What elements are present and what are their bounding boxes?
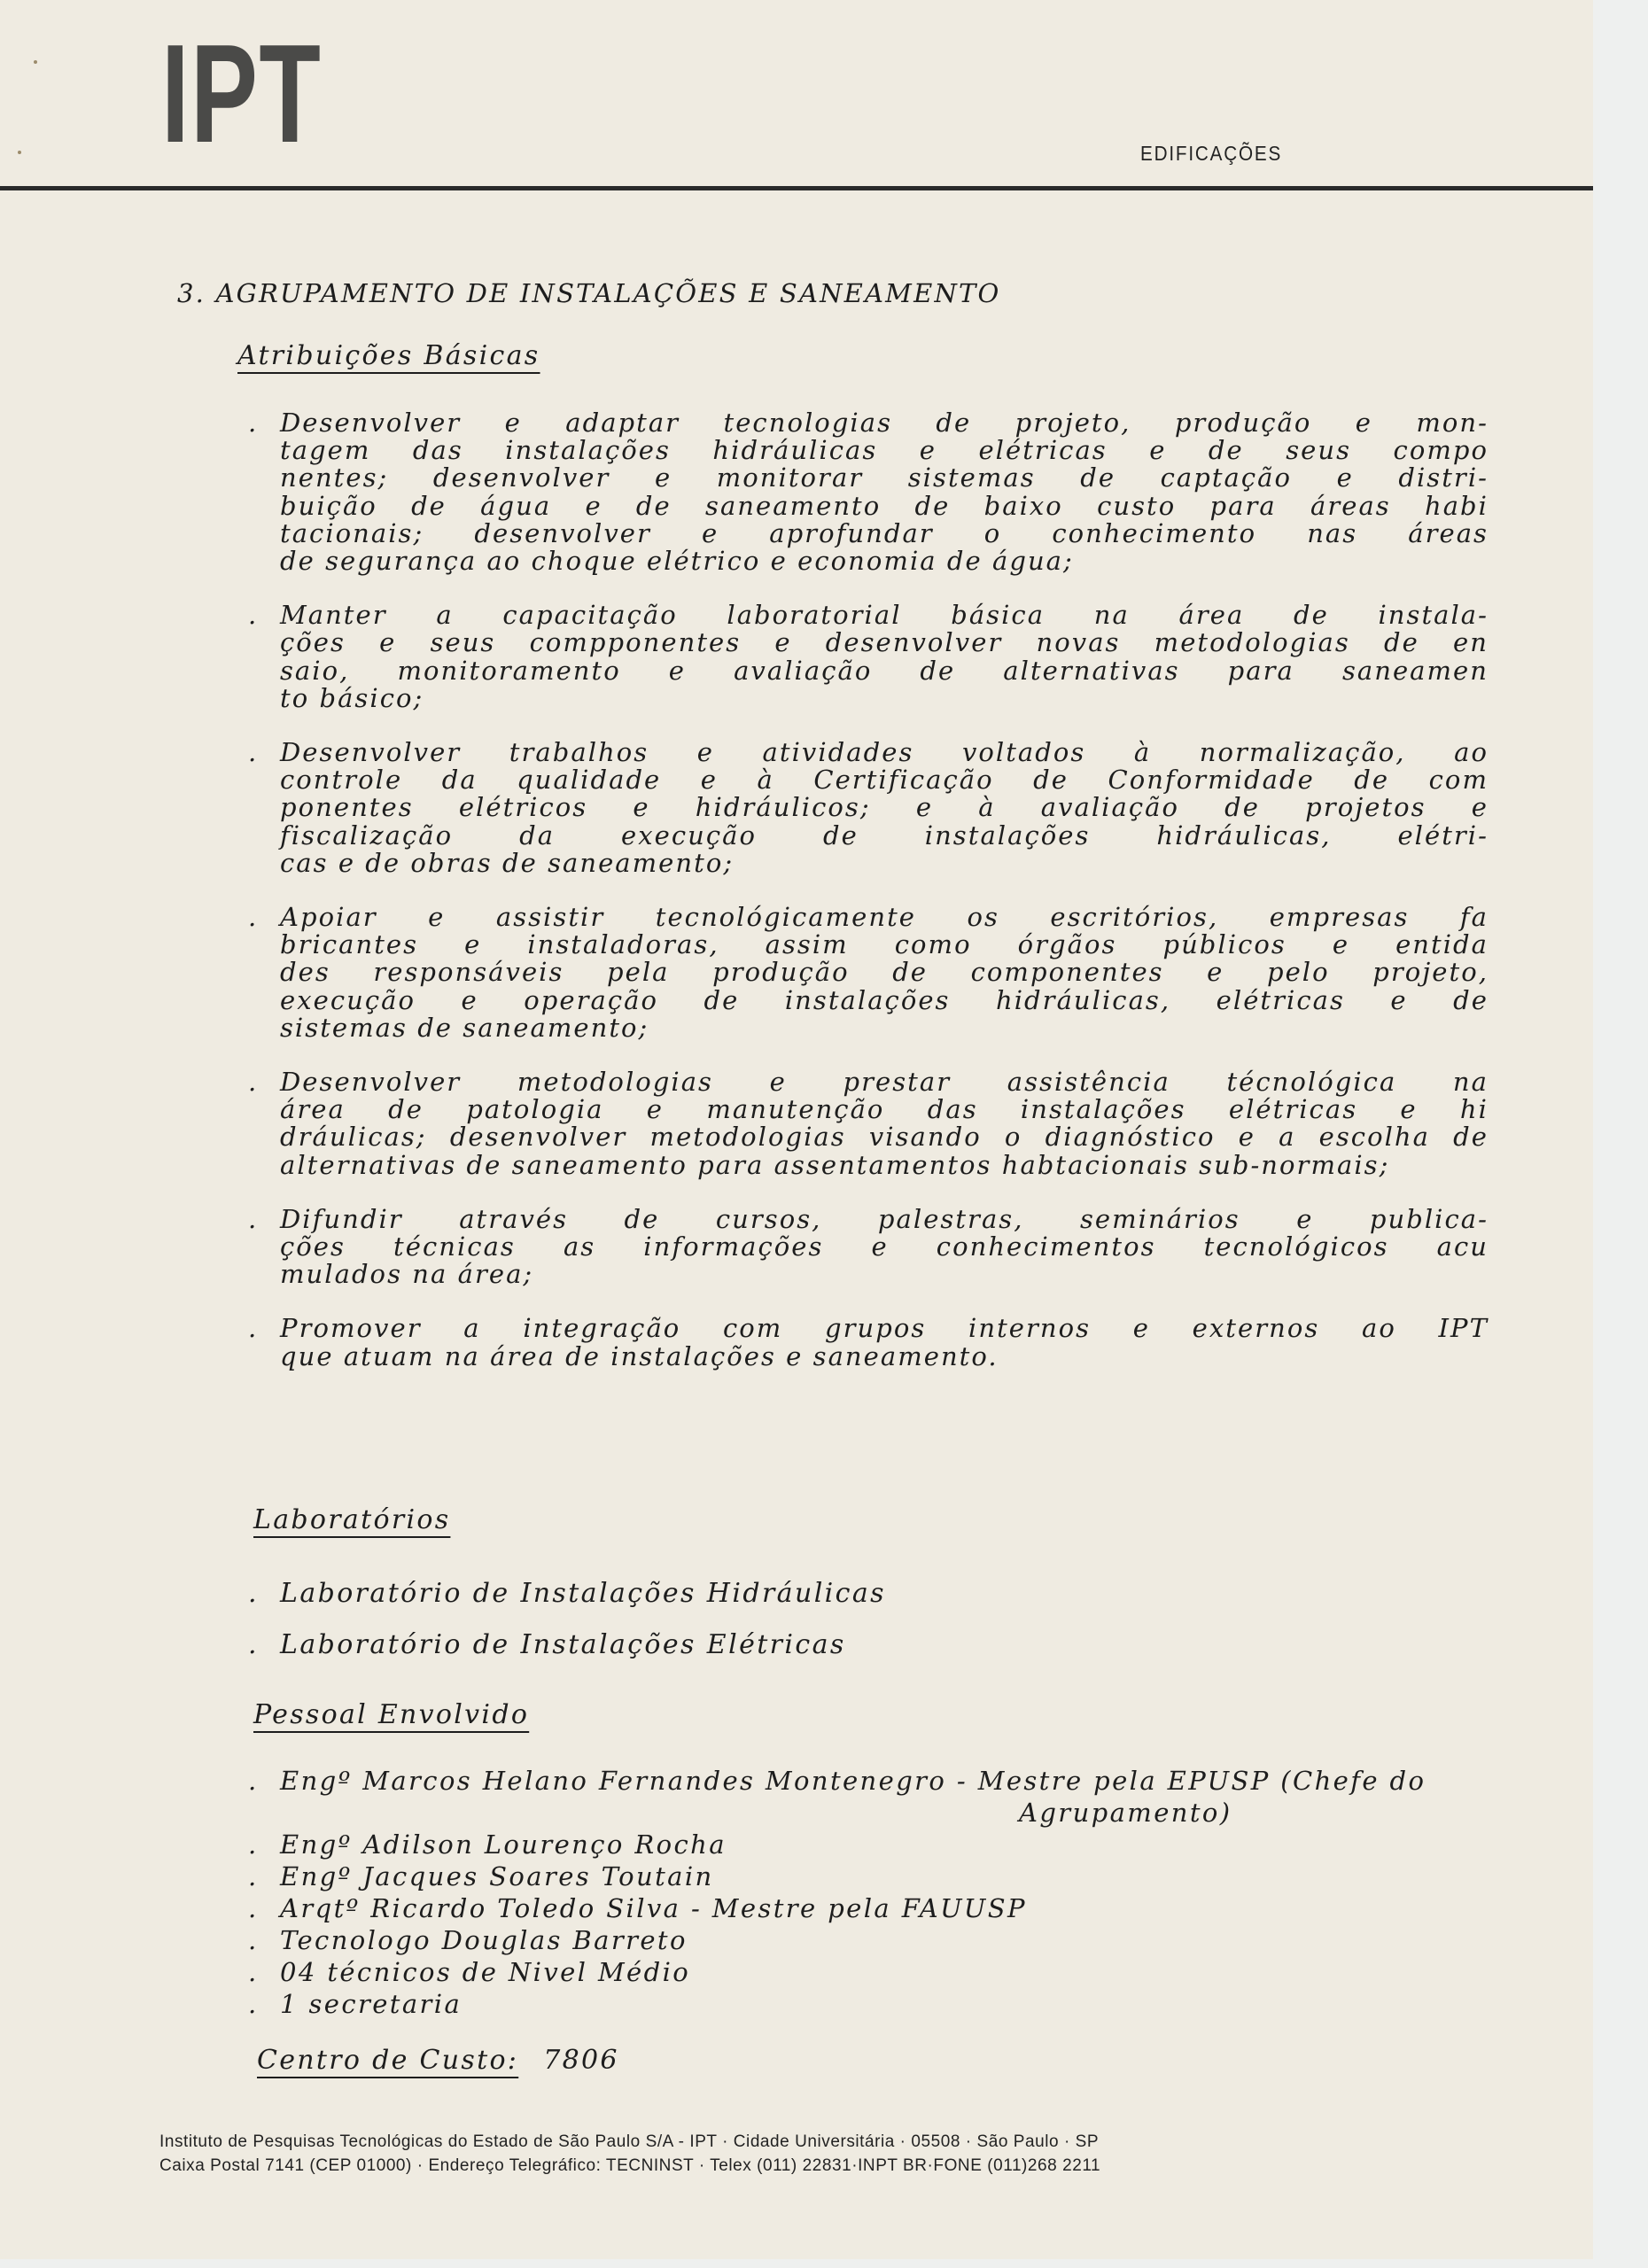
- attribution-line: ções e seus compponentes e desenvolver novas metodologias de en: [280, 627, 1489, 658]
- cost-center: [257, 2045, 619, 2076]
- attributions-list: [248, 409, 1489, 1397]
- attribution-line: Difundir através de cursos, palestras, seminários e publica-: [280, 1203, 1489, 1234]
- attribution-line: controle da qualidade e à Certificação de Conformidade de com: [280, 765, 1489, 796]
- attribution-line: de segurança ao choque elétrico e economia de água;: [280, 546, 1074, 577]
- attribution-line: bricantes e instaladoras, assim como órgãos públicos e entida: [280, 929, 1489, 960]
- attribution-line: dráulicas; desenvolver metodologias visando o diagnóstico e a escolha de: [280, 1122, 1489, 1153]
- attribution-item: [248, 1068, 1489, 1179]
- personnel-item: [248, 1892, 1426, 1924]
- department-label: EDIFICAÇÕES: [1140, 142, 1283, 165]
- attribution-item: [248, 602, 1489, 712]
- attribution-item: [248, 904, 1489, 1042]
- attribution-line: mulados na área;: [280, 1259, 534, 1290]
- attribution-line: sistemas de saneamento;: [280, 1012, 649, 1043]
- bullet-dot: .: [248, 737, 259, 768]
- attribution-line: que atuam na área de instalações e saneamento.: [280, 1340, 999, 1371]
- laboratory-item: [248, 1619, 886, 1671]
- personnel-item: [248, 1924, 1426, 1956]
- personnel-list: [248, 1765, 1426, 2020]
- personnel-item: [248, 1860, 1426, 1892]
- attribution-line: des responsáveis pela produção de componentes e pelo projeto,: [280, 957, 1489, 988]
- attribution-item: [248, 409, 1489, 575]
- personnel-item: [248, 1765, 1426, 1797]
- personnel-text: 1 secretaria: [280, 1989, 463, 2019]
- bullet-dot: .: [248, 902, 259, 933]
- personnel-text: Arqtº Ricardo Toledo Silva - Mestre pela FAUUSP: [280, 1893, 1027, 1923]
- attribution-line: Desenvolver trabalhos e atividades voltados à normalização, ao: [280, 737, 1489, 768]
- laboratory-name: Laboratório de Instalações Elétricas: [280, 1629, 846, 1660]
- personnel-item-continuation: Agrupamento): [1019, 1798, 1232, 1828]
- personnel-heading: Pessoal Envolvido: [253, 1699, 530, 1730]
- laboratory-item: [248, 1568, 886, 1619]
- bullet-dot: .: [248, 1925, 259, 1955]
- paper-speck: [18, 151, 21, 154]
- attribution-line: área de patologia e manutenção das instalações elétricas e hi: [280, 1094, 1489, 1125]
- footer-contact-line: Caixa Postal 7141 (CEP 01000) · Endereço Telegráfico: TECNINST · Telex (011) 22831·INPT BR·FONE (011)268 2211: [159, 2156, 1101, 2175]
- attribution-line: cas e de obras de saneamento;: [280, 847, 735, 878]
- personnel-text: Engº Jacques Soares Toutain: [280, 1861, 714, 1891]
- personnel-item: [248, 1988, 1426, 2020]
- personnel-item: [248, 1829, 1426, 1860]
- ipt-logo: IPT: [161, 16, 323, 172]
- personnel-text: Engº Marcos Helano Fernandes Montenegro - Mestre pela EPUSP (Chefe do: [280, 1766, 1426, 1796]
- attribution-line: to básico;: [280, 682, 424, 713]
- bullet-dot: .: [248, 1957, 259, 1987]
- attribution-item: [248, 739, 1489, 877]
- letterhead-footer: [159, 2130, 1100, 2178]
- laboratories-heading: Laboratórios: [253, 1504, 451, 1535]
- attribution-line: ções técnicas as informações e conhecimentos tecnológicos acu: [280, 1231, 1489, 1262]
- footer-address-line: Instituto de Pesquisas Tecnológicas do Estado de São Paulo S/A - IPT · Cidade Universitária · 05508 · São Paulo · SP: [159, 2132, 1100, 2151]
- personnel-text: Tecnologo Douglas Barreto: [280, 1925, 688, 1955]
- bullet-dot: .: [248, 1829, 259, 1860]
- laboratories-list: [248, 1568, 886, 1671]
- paper-speck: [34, 60, 37, 64]
- bullet-dot: .: [248, 1766, 259, 1796]
- attribution-line: fiscalização da execução de instalações hidráulicas, elétri-: [280, 819, 1489, 850]
- attribution-line: tagem das instalações hidráulicas e elétricas e de seus compo: [280, 435, 1489, 466]
- attribution-item: [248, 1315, 1489, 1370]
- attribution-line: alternativas de saneamento para assentamentos habtacionais sub-normais;: [280, 1149, 1390, 1180]
- header-rule: [0, 186, 1593, 190]
- bullet-dot: .: [248, 1313, 259, 1344]
- bullet-dot: .: [248, 1629, 259, 1660]
- bullet-dot: .: [248, 408, 259, 438]
- bullet-dot: .: [248, 1861, 259, 1891]
- attributions-heading: Atribuições Básicas: [237, 340, 540, 371]
- attribution-line: Desenvolver metodologias e prestar assistência técnológica na: [280, 1067, 1489, 1098]
- attribution-line: saio, monitoramento e avaliação de alternativas para saneamen: [280, 655, 1489, 686]
- attribution-line: tacionais; desenvolver e aprofundar o conhecimento nas áreas: [280, 517, 1489, 548]
- bullet-dot: .: [248, 1203, 259, 1234]
- attribution-line: execução e operação de instalações hidráulicas, elétricas e de: [280, 984, 1489, 1015]
- bullet-dot: .: [248, 1893, 259, 1923]
- bullet-dot: .: [248, 1578, 259, 1609]
- section-title: 3. AGRUPAMENTO DE INSTALAÇÕES E SANEAMENTO: [177, 278, 1001, 308]
- attribution-line: buição de água e de saneamento de baixo custo para áreas habi: [280, 490, 1489, 521]
- attribution-item: [248, 1203, 1489, 1290]
- laboratory-name: Laboratório de Instalações Hidráulicas: [280, 1578, 886, 1609]
- bullet-dot: .: [248, 600, 259, 631]
- personnel-item: [248, 1956, 1426, 1988]
- bullet-dot: .: [248, 1067, 259, 1098]
- attribution-line: nentes; desenvolver e monitorar sistemas de captação e distri-: [280, 462, 1489, 493]
- attribution-line: Desenvolver e adaptar tecnologias de projeto, produção e mon-: [280, 408, 1489, 438]
- personnel-text: 04 técnicos de Nivel Médio: [280, 1957, 691, 1987]
- attribution-line: Promover a integração com grupos internos e externos ao IPT: [280, 1313, 1489, 1344]
- personnel-text: Engº Adilson Lourenço Rocha: [280, 1829, 727, 1860]
- attribution-line: Manter a capacitação laboratorial básica na área de instala-: [280, 600, 1489, 631]
- attribution-line: Apoiar e assistir tecnológicamente os escritórios, empresas fa: [280, 902, 1489, 933]
- bullet-dot: .: [248, 1989, 259, 2019]
- cost-center-label: Centro de Custo:: [257, 2045, 519, 2076]
- attribution-line: ponentes elétricos e hidráulicos; e à avaliação de projetos e: [280, 792, 1489, 823]
- cost-center-value: 7806: [543, 2045, 619, 2076]
